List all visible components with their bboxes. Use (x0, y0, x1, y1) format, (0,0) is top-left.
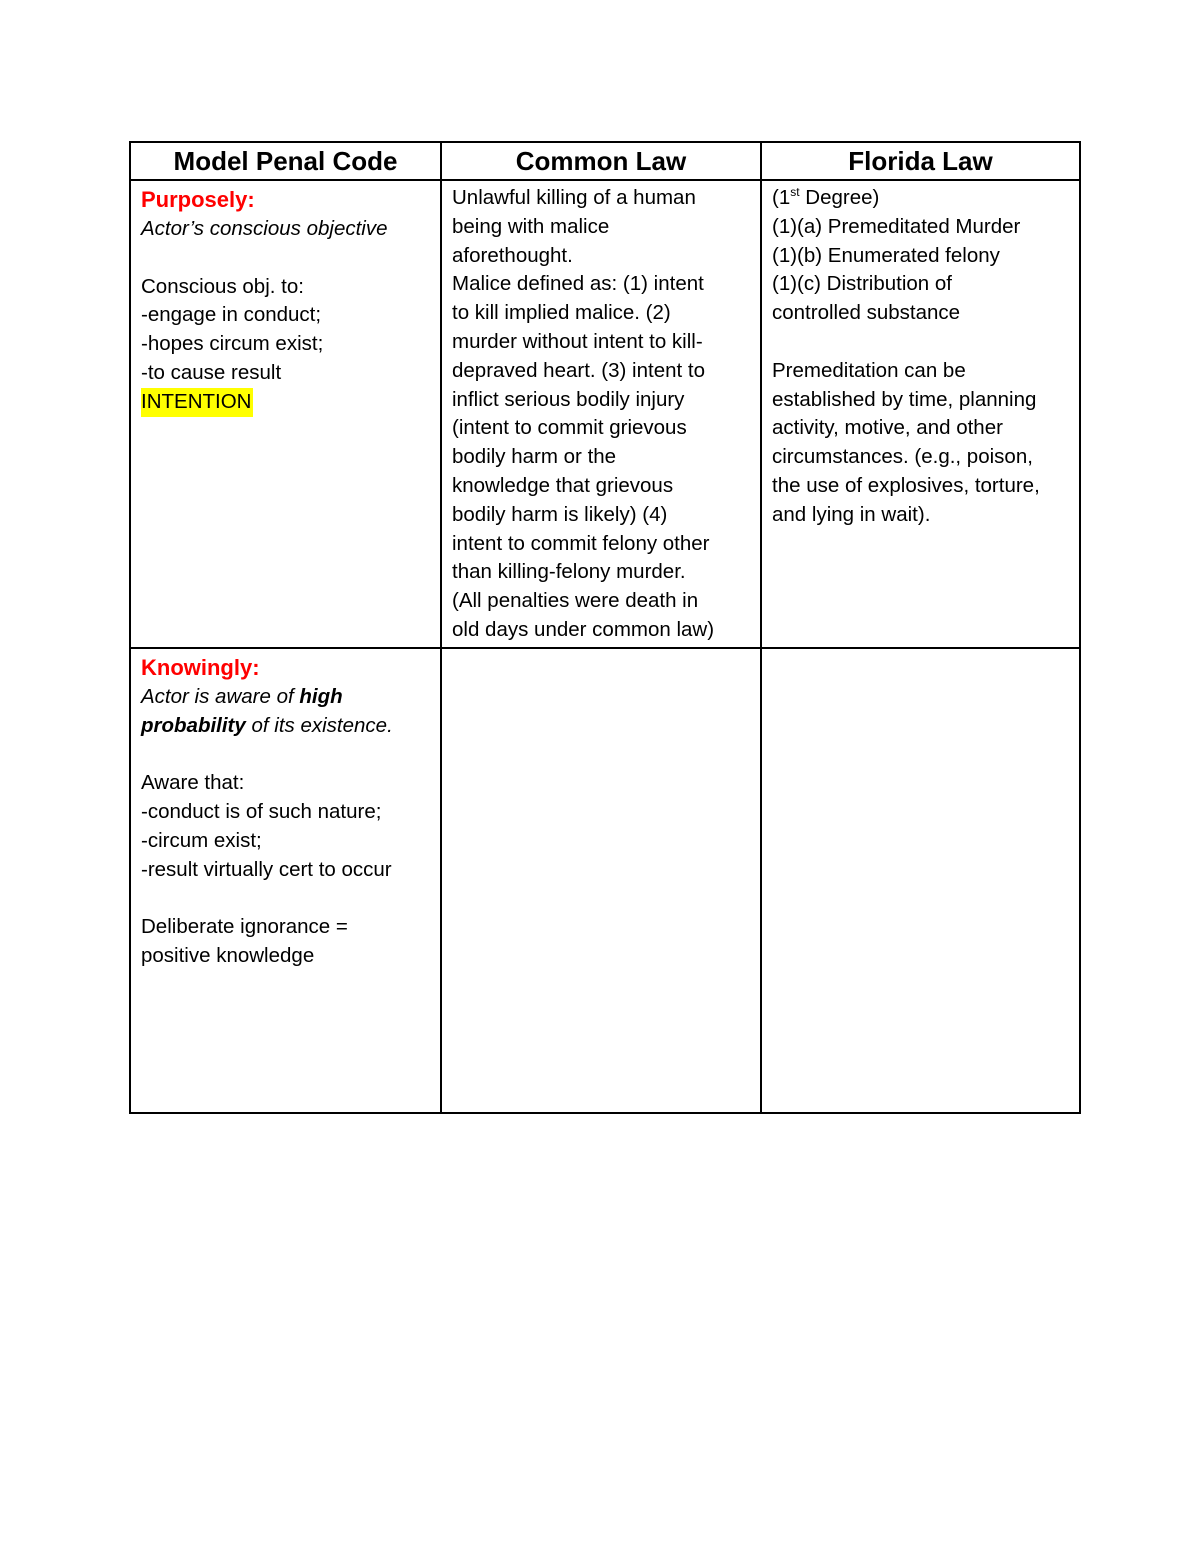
knowingly-definition-line2 (141, 712, 430, 741)
definition-emphasis: probability (141, 713, 246, 737)
premeditation-line: Premeditation can be (772, 358, 966, 382)
term-knowingly: Knowingly: (141, 654, 260, 680)
cell-common-law-empty (441, 648, 761, 1113)
common-law-line: murder without intent to kill- (452, 329, 703, 353)
comparison-table (129, 141, 1081, 1114)
table-row-purposely (130, 180, 1080, 648)
table-row-knowingly (130, 648, 1080, 1113)
cell-florida-empty (761, 648, 1080, 1113)
definition-text: of its existence. (245, 713, 393, 737)
common-law-line: inflict serious bodily injury (452, 387, 685, 411)
florida-item: (1)(b) Enumerated felony (772, 243, 1000, 267)
florida-item: controlled substance (772, 301, 961, 325)
knowingly-item: -result virtually cert to occur (141, 857, 392, 881)
header-common-law: Common Law (441, 142, 761, 180)
header-model-penal-code: Model Penal Code (130, 142, 441, 180)
spacer (141, 244, 430, 273)
spacer (141, 740, 430, 769)
definition-emphasis: high (299, 684, 343, 708)
florida-item: (1)(c) Distribution of (772, 272, 952, 296)
premeditation-line: established by time, planning (772, 387, 1037, 411)
knowingly-item: -conduct is of such nature; (141, 799, 382, 823)
deliberate-ignorance-line1: Deliberate ignorance = (141, 915, 348, 939)
premeditation-line: and lying in wait). (772, 502, 931, 526)
intention-label-wrapper (141, 388, 430, 417)
common-law-line: knowledge that grievous (452, 473, 674, 497)
purposely-definition: Actor’s conscious objective (141, 217, 388, 240)
common-law-line: to kill implied malice. (2) (452, 301, 671, 325)
definition-text: Actor is aware of (141, 684, 300, 708)
common-law-line: (intent to commit grievous (452, 416, 687, 440)
cell-mpc-purposely (130, 180, 441, 648)
purposely-item: -to cause result (141, 360, 282, 384)
spacer (141, 884, 430, 913)
degree-suffix: Degree) (799, 186, 880, 209)
common-law-line: aforethought. (452, 243, 573, 267)
degree-prefix: (1 (772, 186, 791, 209)
knowingly-intro: Aware that: (141, 771, 245, 795)
purposely-item: -hopes circum exist; (141, 332, 324, 356)
cell-florida-first-degree (761, 180, 1080, 648)
florida-item: (1)(a) Premeditated Murder (772, 214, 1021, 238)
common-law-line: Unlawful killing of a human (452, 186, 696, 209)
common-law-line: depraved heart. (3) intent to (452, 358, 705, 382)
common-law-line: old days under common law) (452, 617, 715, 641)
cell-common-law-murder (441, 180, 761, 648)
knowingly-item: -circum exist; (141, 828, 262, 852)
cell-mpc-knowingly (130, 648, 441, 1113)
deliberate-ignorance-line2: positive knowledge (141, 943, 315, 967)
spacer (772, 328, 1069, 357)
knowingly-definition-line1 (141, 683, 430, 712)
premeditation-line: activity, motive, and other (772, 416, 1003, 440)
common-law-line: bodily harm is likely) (4) (452, 502, 668, 526)
header-row (130, 142, 1080, 180)
purposely-intro: Conscious obj. to: (141, 274, 304, 298)
florida-degree-heading (772, 184, 1069, 213)
premeditation-line: the use of explosives, torture, (772, 473, 1040, 497)
common-law-line: Malice defined as: (1) intent (452, 272, 704, 296)
term-purposely: Purposely: (141, 187, 255, 212)
common-law-line: intent to commit felony other (452, 531, 710, 555)
common-law-line: being with malice (452, 214, 610, 238)
purposely-item: -engage in conduct; (141, 303, 322, 327)
intention-highlight: INTENTION (141, 388, 253, 417)
common-law-line: than killing-felony murder. (452, 560, 686, 584)
common-law-line: bodily harm or the (452, 445, 617, 469)
header-florida-law: Florida Law (761, 142, 1080, 180)
common-law-line: (All penalties were death in (452, 589, 699, 613)
degree-superscript: st (790, 185, 800, 200)
premeditation-line: circumstances. (e.g., poison, (772, 445, 1033, 469)
